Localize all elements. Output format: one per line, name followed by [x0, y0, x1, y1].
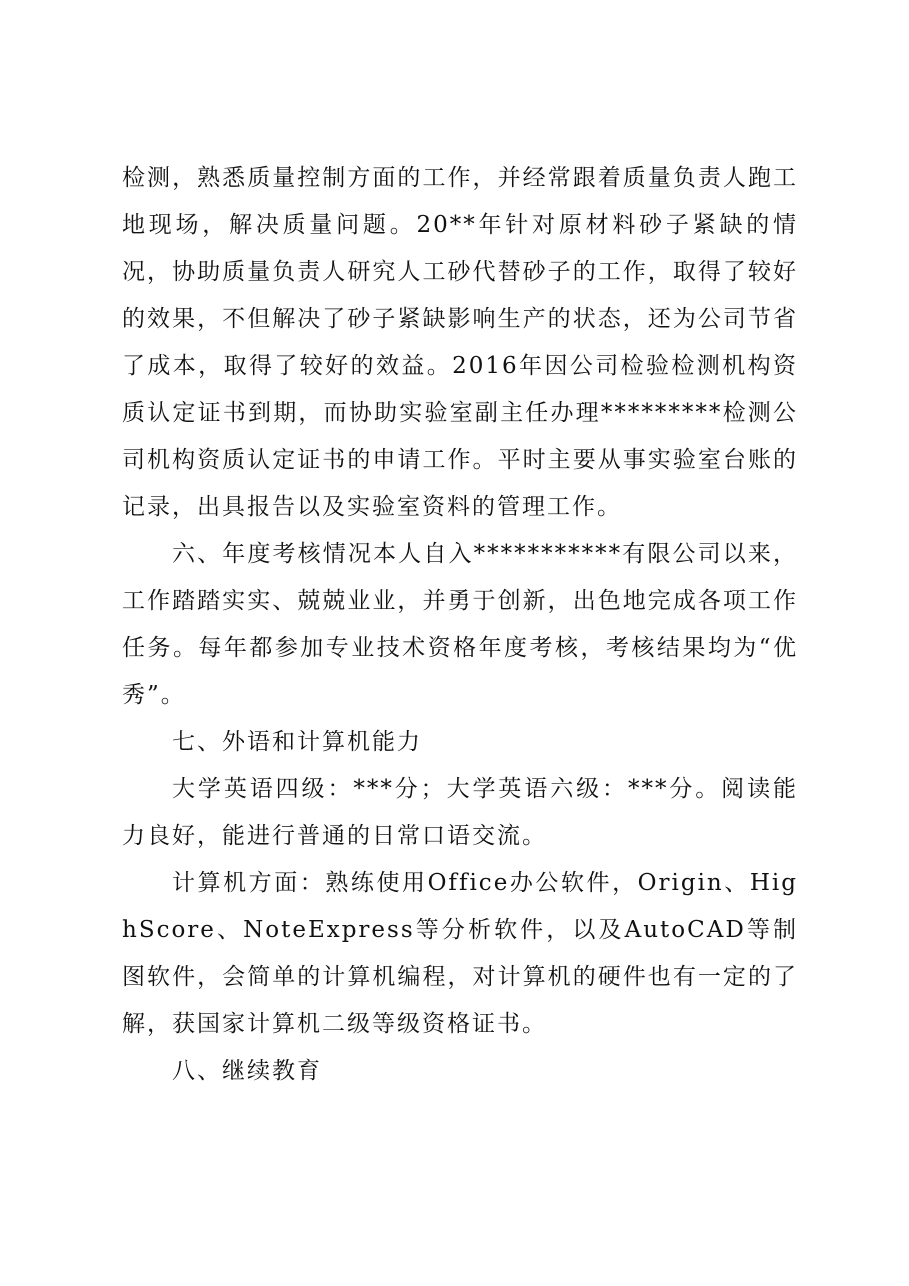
paragraph-annual-assessment: 六、年度考核情况本人自入***********有限公司以来，工作踏踏实实、兢兢业业，并勇于创新，出色地完成各项工作任务。每年都参加专业技术资格年度考核，考核结果均为“优秀”。 [122, 541, 798, 708]
paragraph-english-level: 大学英语四级：***分；大学英语六级：***分。阅读能力良好，能进行普通的日常口语交流。 [122, 776, 798, 849]
heading-continuing-education: 八、继续教育 [172, 1058, 322, 1084]
paragraph-work-experience-continued: 检测，熟悉质量控制方面的工作，并经常跟着质量负责人跑工地现场，解决质量问题。20**年针对原材料砂子紧缺的情况，协助质量负责人研究人工砂代替砂子的工作，取得了较好的效果，不但解决了砂子紧缺影响生产的状态，还为公司节省了成本，取得了较好的效益。2016年因公司检验检测机构资质认定证书到期，而协助实验室副主任办理*********检测公司机构资质认定证书的申请工作。平时主要从事实验室台账的记录，出具报告以及实验室资料的管理工作。 [122, 165, 798, 520]
paragraph-computer-skills: 计算机方面：熟练使用Office办公软件，Origin、HighScore、NoteExpress等分析软件，以及AutoCAD等制图软件，会简单的计算机编程，对计算机的硬件也有一定的了解，获国家计算机二级等级资格证书。 [122, 870, 798, 1037]
heading-language-computer-skills: 七、外语和计算机能力 [172, 729, 422, 755]
document-body [122, 155, 798, 1095]
